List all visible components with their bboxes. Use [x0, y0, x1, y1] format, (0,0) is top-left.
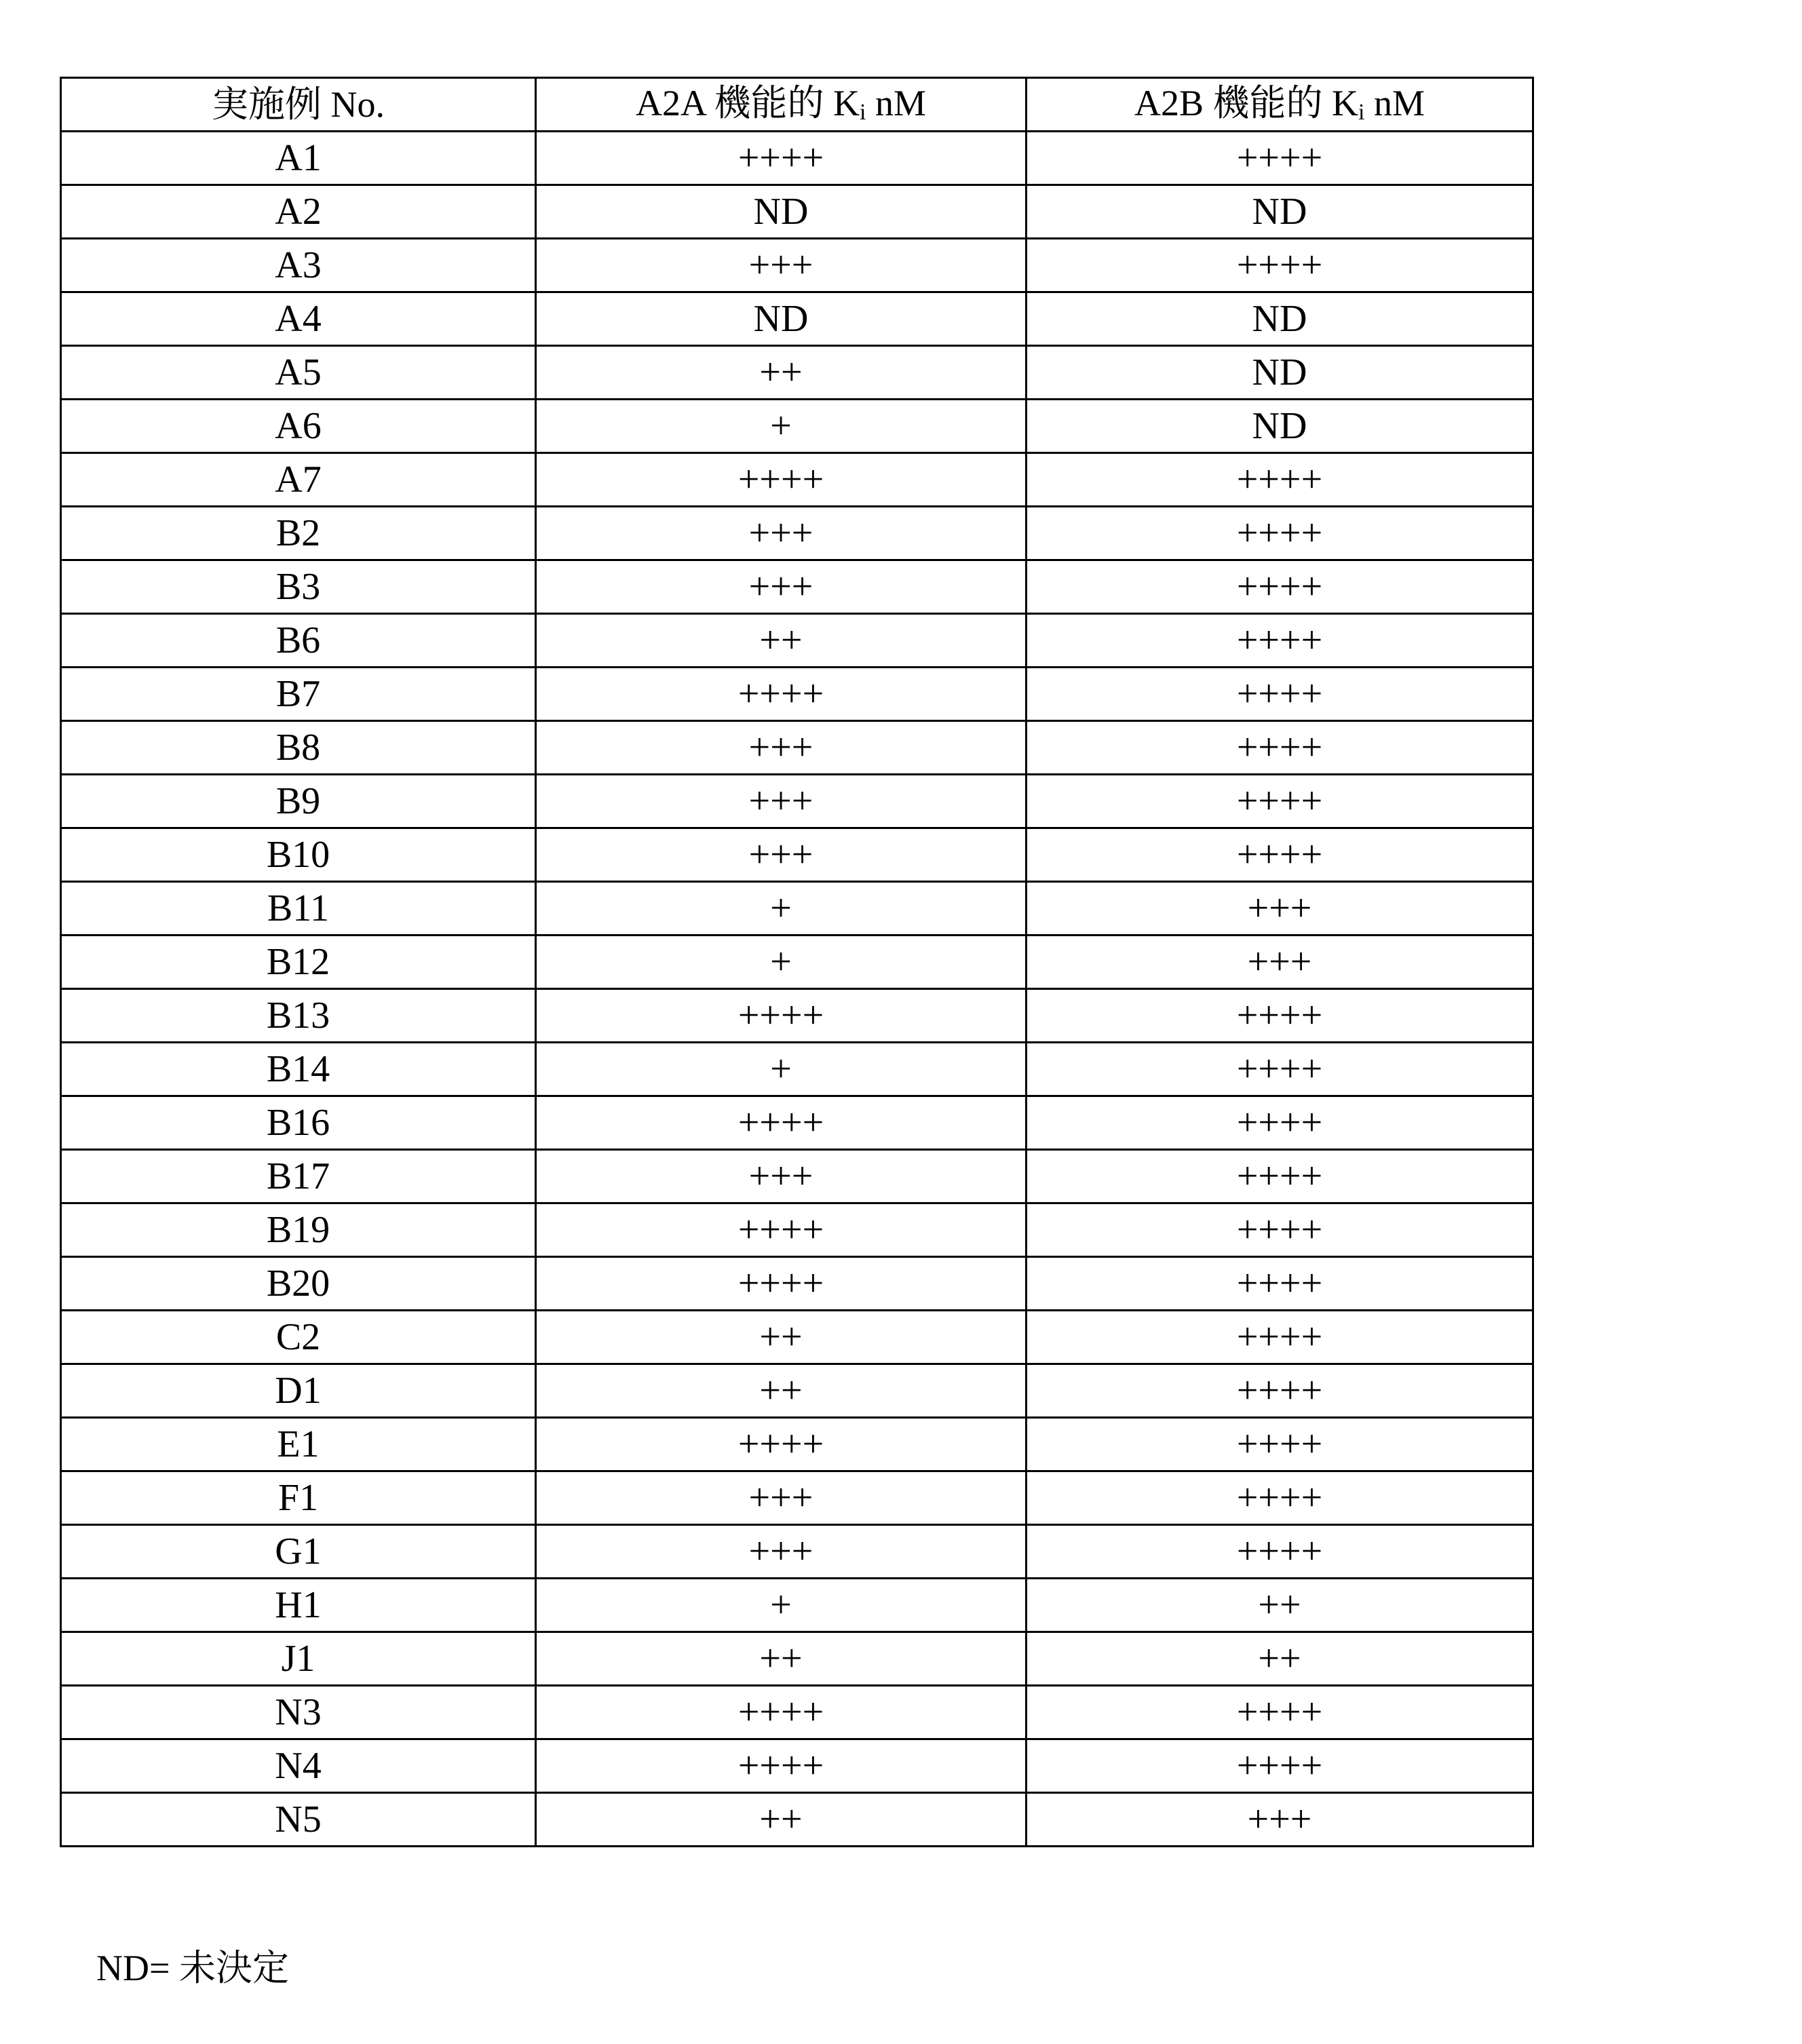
- example-no-cell: F1: [61, 1471, 536, 1525]
- example-no-cell: A3: [61, 239, 536, 292]
- header-subscript: i: [860, 100, 866, 125]
- a2b-ki-cell: ++++: [1027, 1150, 1533, 1203]
- example-no-cell: A6: [61, 400, 536, 453]
- table-row: [61, 507, 1533, 560]
- a2b-ki-cell: ++++: [1027, 1525, 1533, 1579]
- table-row: [61, 1793, 1533, 1847]
- a2b-ki-cell: +++: [1027, 882, 1533, 936]
- table-row: [61, 1632, 1533, 1686]
- example-no-cell: A2: [61, 185, 536, 239]
- example-no-cell: B17: [61, 1150, 536, 1203]
- a2b-ki-cell: ++++: [1027, 239, 1533, 292]
- example-no-cell: A1: [61, 132, 536, 185]
- table-row: [61, 185, 1533, 239]
- table-row: [61, 721, 1533, 775]
- a2a-ki-cell: ++++: [536, 668, 1027, 721]
- a2a-ki-cell: ND: [536, 292, 1027, 346]
- a2b-ki-cell: ++++: [1027, 132, 1533, 185]
- example-no-cell: B12: [61, 936, 536, 989]
- table-row: [61, 989, 1533, 1043]
- example-no-cell: C2: [61, 1311, 536, 1364]
- header-example-no: [61, 78, 536, 132]
- footnote: ND= 未決定: [96, 1939, 289, 1991]
- table-row: [61, 1471, 1533, 1525]
- a2a-ki-cell: ++: [536, 346, 1027, 400]
- a2a-ki-cell: ++++: [536, 1203, 1027, 1257]
- a2a-ki-cell: +: [536, 936, 1027, 989]
- table-row: [61, 1203, 1533, 1257]
- a2a-ki-cell: +++: [536, 828, 1027, 882]
- a2a-ki-cell: ++++: [536, 132, 1027, 185]
- example-no-cell: B9: [61, 775, 536, 828]
- a2b-ki-cell: ND: [1027, 185, 1533, 239]
- a2b-ki-cell: ++++: [1027, 1096, 1533, 1150]
- a2a-ki-cell: ++++: [536, 1418, 1027, 1471]
- a2b-ki-cell: ND: [1027, 292, 1533, 346]
- a2b-ki-cell: ++++: [1027, 721, 1533, 775]
- a2b-ki-cell: ++++: [1027, 1686, 1533, 1739]
- table-row: [61, 1043, 1533, 1096]
- example-no-cell: B13: [61, 989, 536, 1043]
- example-no-cell: B6: [61, 614, 536, 668]
- header-label: 実施例 No.: [212, 84, 385, 125]
- example-no-cell: A7: [61, 453, 536, 507]
- table-row: [61, 346, 1533, 400]
- example-no-cell: B3: [61, 560, 536, 614]
- a2a-ki-cell: ++++: [536, 1096, 1027, 1150]
- example-no-cell: B20: [61, 1257, 536, 1311]
- table-row: [61, 775, 1533, 828]
- a2b-ki-cell: +++: [1027, 1793, 1533, 1847]
- table-row: [61, 292, 1533, 346]
- a2b-ki-cell: ++: [1027, 1632, 1533, 1686]
- table-row: [61, 1257, 1533, 1311]
- table-row: [61, 400, 1533, 453]
- a2b-ki-cell: ++++: [1027, 560, 1533, 614]
- ki-results-table: [60, 77, 1534, 1847]
- header-unit: nM: [1374, 83, 1425, 123]
- table-row: [61, 828, 1533, 882]
- table-row: [61, 1418, 1533, 1471]
- table-row: [61, 1364, 1533, 1418]
- table-body: [61, 132, 1533, 1847]
- table-row: [61, 132, 1533, 185]
- a2a-ki-cell: +: [536, 882, 1027, 936]
- example-no-cell: E1: [61, 1418, 536, 1471]
- a2b-ki-cell: ++++: [1027, 775, 1533, 828]
- a2b-ki-cell: ++++: [1027, 668, 1533, 721]
- example-no-cell: J1: [61, 1632, 536, 1686]
- a2a-ki-cell: ++++: [536, 989, 1027, 1043]
- table-row: [61, 668, 1533, 721]
- example-no-cell: N4: [61, 1739, 536, 1793]
- a2b-ki-cell: ++++: [1027, 1418, 1533, 1471]
- example-no-cell: B14: [61, 1043, 536, 1096]
- table-row: [61, 1525, 1533, 1579]
- table-row: [61, 1579, 1533, 1632]
- a2b-ki-cell: ++++: [1027, 1364, 1533, 1418]
- a2b-ki-cell: ++++: [1027, 507, 1533, 560]
- example-no-cell: G1: [61, 1525, 536, 1579]
- a2a-ki-cell: ND: [536, 185, 1027, 239]
- a2a-ki-cell: +: [536, 400, 1027, 453]
- a2b-ki-cell: ++++: [1027, 1043, 1533, 1096]
- a2b-ki-cell: ++: [1027, 1579, 1533, 1632]
- a2b-ki-cell: ++++: [1027, 1471, 1533, 1525]
- example-no-cell: N3: [61, 1686, 536, 1739]
- a2a-ki-cell: ++: [536, 1793, 1027, 1847]
- a2a-ki-cell: ++: [536, 1364, 1027, 1418]
- a2b-ki-cell: ++++: [1027, 453, 1533, 507]
- header-unit: nM: [875, 83, 926, 123]
- table-row: [61, 453, 1533, 507]
- a2b-ki-cell: ++++: [1027, 1739, 1533, 1793]
- a2a-ki-cell: ++++: [536, 1257, 1027, 1311]
- a2a-ki-cell: +: [536, 1579, 1027, 1632]
- a2a-ki-cell: ++++: [536, 1686, 1027, 1739]
- table-row: [61, 1739, 1533, 1793]
- header-a2a-ki: [536, 78, 1027, 132]
- example-no-cell: B19: [61, 1203, 536, 1257]
- table-row: [61, 882, 1533, 936]
- a2a-ki-cell: ++++: [536, 453, 1027, 507]
- example-no-cell: B7: [61, 668, 536, 721]
- header-row: [61, 78, 1533, 132]
- a2b-ki-cell: ++++: [1027, 614, 1533, 668]
- a2b-ki-cell: ++++: [1027, 1311, 1533, 1364]
- example-no-cell: B11: [61, 882, 536, 936]
- header-a2b-ki: [1027, 78, 1533, 132]
- example-no-cell: B16: [61, 1096, 536, 1150]
- a2a-ki-cell: +: [536, 1043, 1027, 1096]
- a2a-ki-cell: +++: [536, 1525, 1027, 1579]
- header-subscript: i: [1358, 100, 1364, 125]
- example-no-cell: B10: [61, 828, 536, 882]
- example-no-cell: B8: [61, 721, 536, 775]
- a2b-ki-cell: ND: [1027, 400, 1533, 453]
- a2a-ki-cell: +++: [536, 775, 1027, 828]
- a2b-ki-cell: +++: [1027, 936, 1533, 989]
- table-row: [61, 560, 1533, 614]
- example-no-cell: A4: [61, 292, 536, 346]
- a2a-ki-cell: +++: [536, 239, 1027, 292]
- a2a-ki-cell: +++: [536, 507, 1027, 560]
- a2a-ki-cell: +++: [536, 1471, 1027, 1525]
- table-row: [61, 936, 1533, 989]
- a2b-ki-cell: ND: [1027, 346, 1533, 400]
- a2b-ki-cell: ++++: [1027, 1203, 1533, 1257]
- a2a-ki-cell: ++: [536, 1632, 1027, 1686]
- table-row: [61, 1096, 1533, 1150]
- a2a-ki-cell: ++++: [536, 1739, 1027, 1793]
- example-no-cell: B2: [61, 507, 536, 560]
- header-label: A2B 機能的 K: [1134, 83, 1358, 123]
- example-no-cell: D1: [61, 1364, 536, 1418]
- a2a-ki-cell: +++: [536, 560, 1027, 614]
- table-row: [61, 1686, 1533, 1739]
- a2a-ki-cell: +++: [536, 1150, 1027, 1203]
- a2b-ki-cell: ++++: [1027, 989, 1533, 1043]
- a2b-ki-cell: ++++: [1027, 1257, 1533, 1311]
- example-no-cell: H1: [61, 1579, 536, 1632]
- table-row: [61, 1311, 1533, 1364]
- a2a-ki-cell: ++: [536, 614, 1027, 668]
- example-no-cell: N5: [61, 1793, 536, 1847]
- a2a-ki-cell: +++: [536, 721, 1027, 775]
- header-label: A2A 機能的 K: [636, 83, 860, 123]
- table-row: [61, 239, 1533, 292]
- table-row: [61, 1150, 1533, 1203]
- a2a-ki-cell: ++: [536, 1311, 1027, 1364]
- example-no-cell: A5: [61, 346, 536, 400]
- a2b-ki-cell: ++++: [1027, 828, 1533, 882]
- table-row: [61, 614, 1533, 668]
